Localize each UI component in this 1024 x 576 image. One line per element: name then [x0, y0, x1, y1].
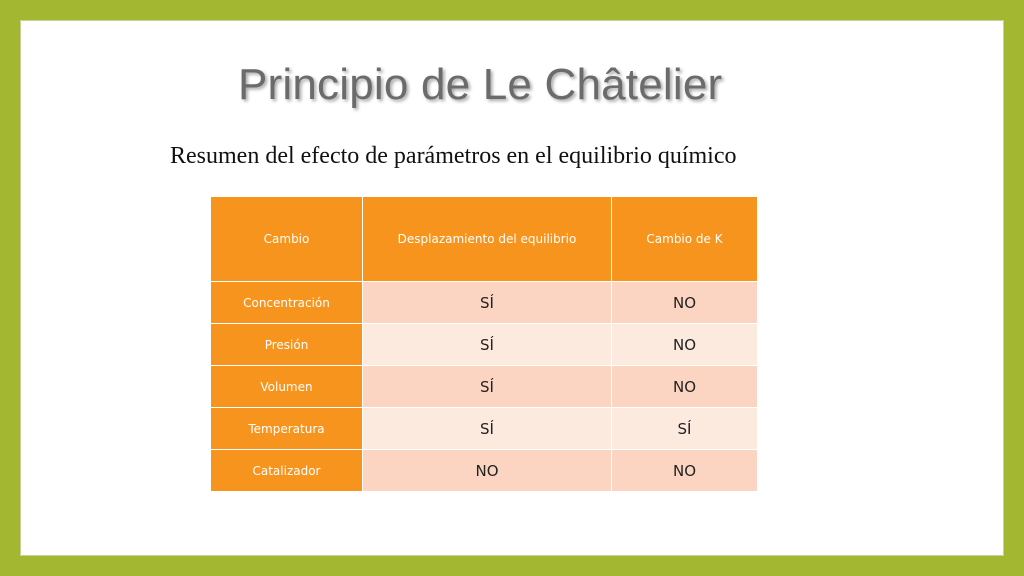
cell-desplazamiento: SÍ [363, 282, 612, 324]
table-row [211, 366, 758, 408]
row-label: Volumen [211, 366, 363, 408]
cell-cambio-k: NO [612, 282, 758, 324]
cell-cambio-k: NO [612, 450, 758, 492]
slide [20, 20, 1004, 556]
summary-table [210, 196, 758, 492]
row-label: Temperatura [211, 408, 363, 450]
table-row [211, 408, 758, 450]
cell-desplazamiento: SÍ [363, 366, 612, 408]
table-row [211, 450, 758, 492]
row-label: Catalizador [211, 450, 363, 492]
slide-subtitle: Resumen del efecto de parámetros en el equilibrio químico [170, 143, 737, 169]
table-header-row [211, 197, 758, 282]
slide-title: Principio de Le Châtelier [238, 60, 723, 109]
cell-cambio-k: NO [612, 366, 758, 408]
table-row [211, 282, 758, 324]
row-label: Presión [211, 324, 363, 366]
cell-desplazamiento: SÍ [363, 324, 612, 366]
table-row [211, 324, 758, 366]
header-cambio-k: Cambio de K [612, 197, 758, 282]
cell-desplazamiento: SÍ [363, 408, 612, 450]
cell-desplazamiento: NO [363, 450, 612, 492]
cell-cambio-k: SÍ [612, 408, 758, 450]
header-cambio: Cambio [211, 197, 363, 282]
row-label: Concentración [211, 282, 363, 324]
cell-cambio-k: NO [612, 324, 758, 366]
header-desplazamiento: Desplazamiento del equilibrio [363, 197, 612, 282]
